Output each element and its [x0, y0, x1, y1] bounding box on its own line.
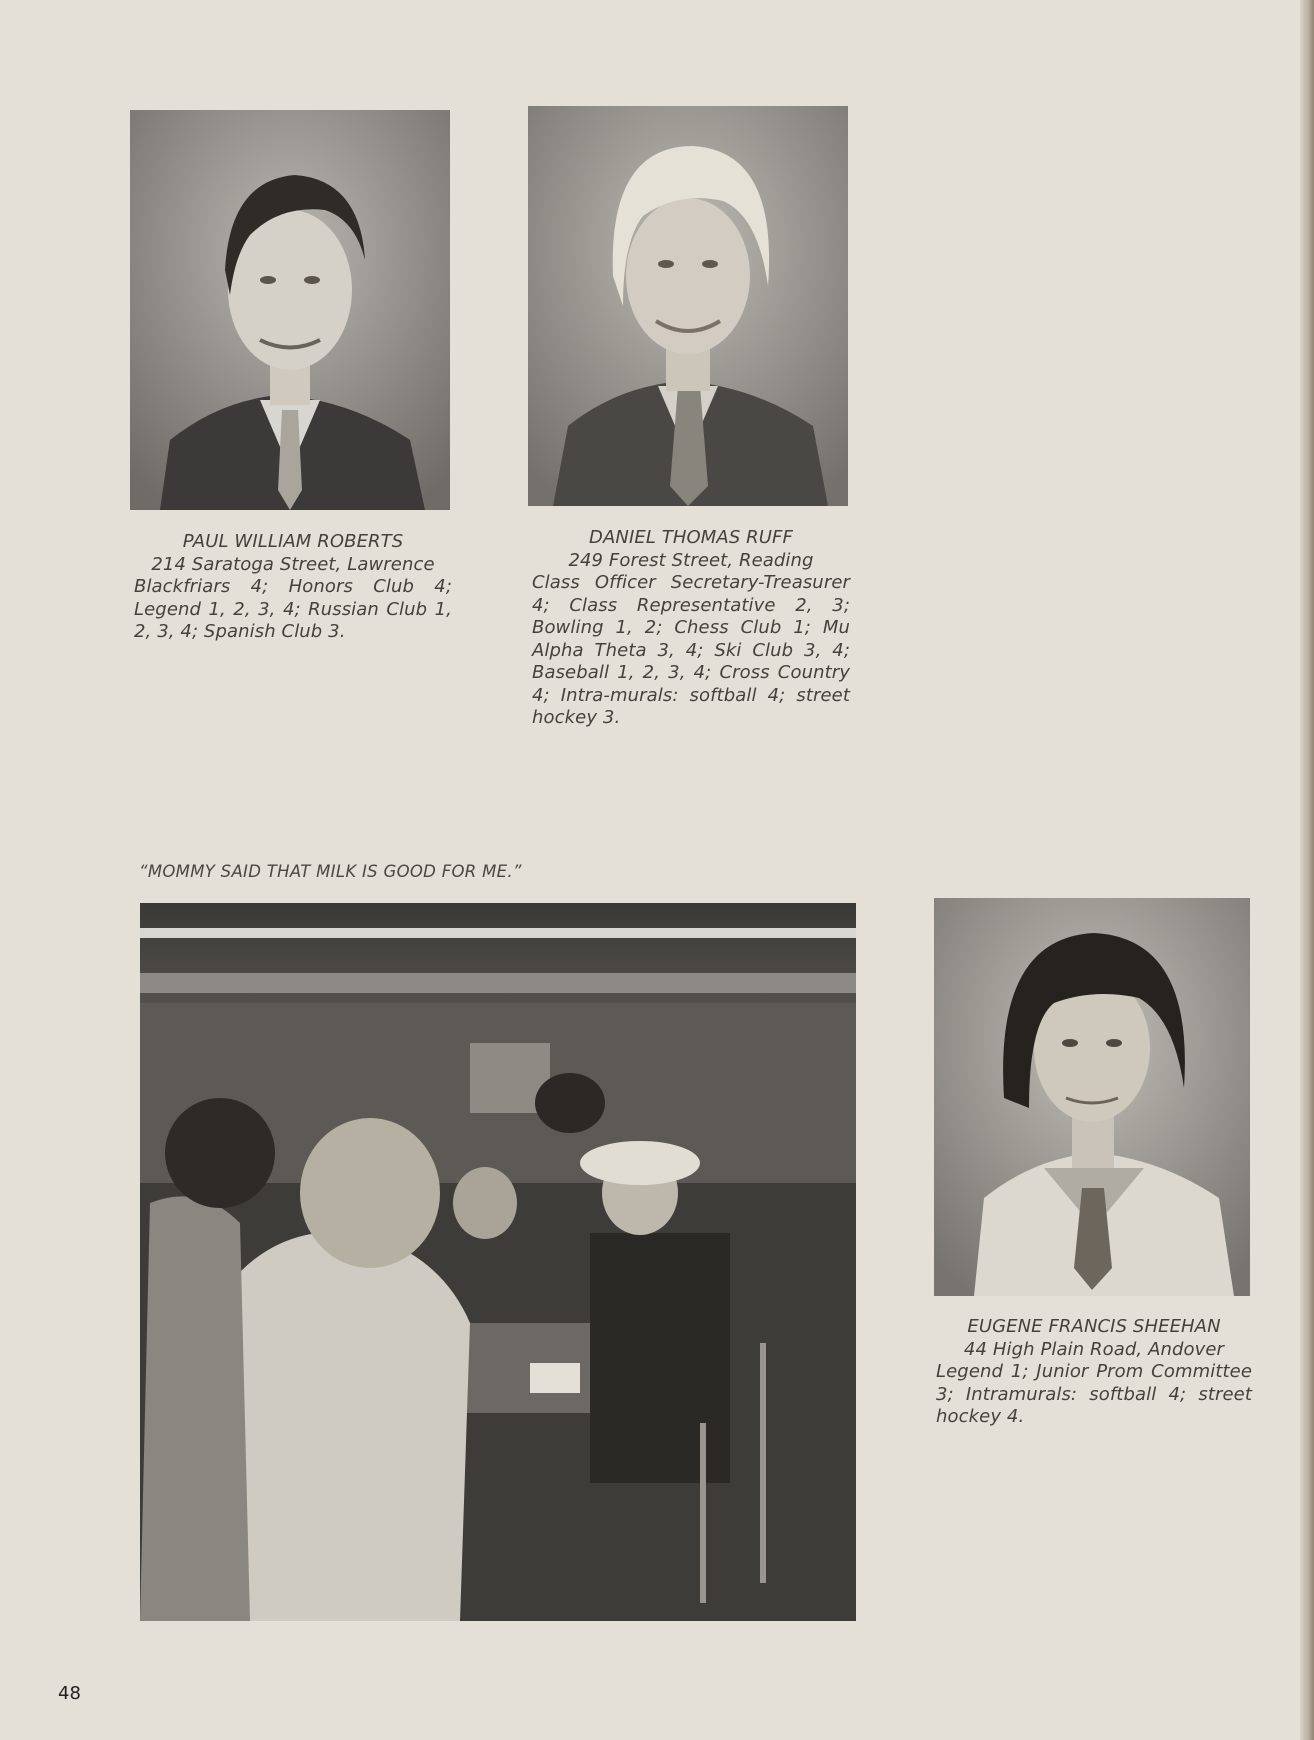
student-activities: Legend 1; Junior Prom Committee 3; Intramurals: softball 4; street hockey 4.: [936, 1361, 1252, 1427]
page-number: 48: [58, 1683, 81, 1704]
candid-photo-caption: “MOMMY SAID THAT MILK IS GOOD FOR ME.”: [139, 862, 522, 881]
student-name: PAUL WILLIAM ROBERTS: [182, 531, 404, 552]
student-activities: Class Officer Secretary-Treasurer 4; Class Representative 2, 3; Bowling 1, 2; Chess Club 1; Mu Alpha Theta 3, 4; Ski Club 3, 4; Baseball 1, 2, 3, 4; Cross Country 4; Intra-murals: softball 4; street hockey 3.: [532, 572, 850, 728]
student-address: 249 Forest Street, Reading: [568, 549, 814, 571]
portrait-photo-ruff: [528, 106, 848, 506]
cafeteria-candid-photo: [140, 903, 856, 1621]
student-caption-roberts: [134, 531, 452, 644]
student-caption-sheehan: [936, 1316, 1252, 1429]
student-activities: Blackfriars 4; Honors Club 4; Legend 1, 2, 3, 4; Russian Club 1, 2, 3, 4; Spanish Club 3.: [134, 576, 452, 642]
student-address: 44 High Plain Road, Andover: [963, 1338, 1225, 1360]
portrait-photo-sheehan: [934, 898, 1250, 1296]
student-address: 214 Saratoga Street, Lawrence: [151, 553, 435, 575]
page-edge: [1300, 0, 1314, 1740]
portrait-photo-roberts: [130, 110, 450, 510]
student-name: DANIEL THOMAS RUFF: [589, 527, 793, 548]
student-caption-ruff: [532, 527, 850, 730]
student-name: EUGENE FRANCIS SHEEHAN: [967, 1316, 1221, 1337]
